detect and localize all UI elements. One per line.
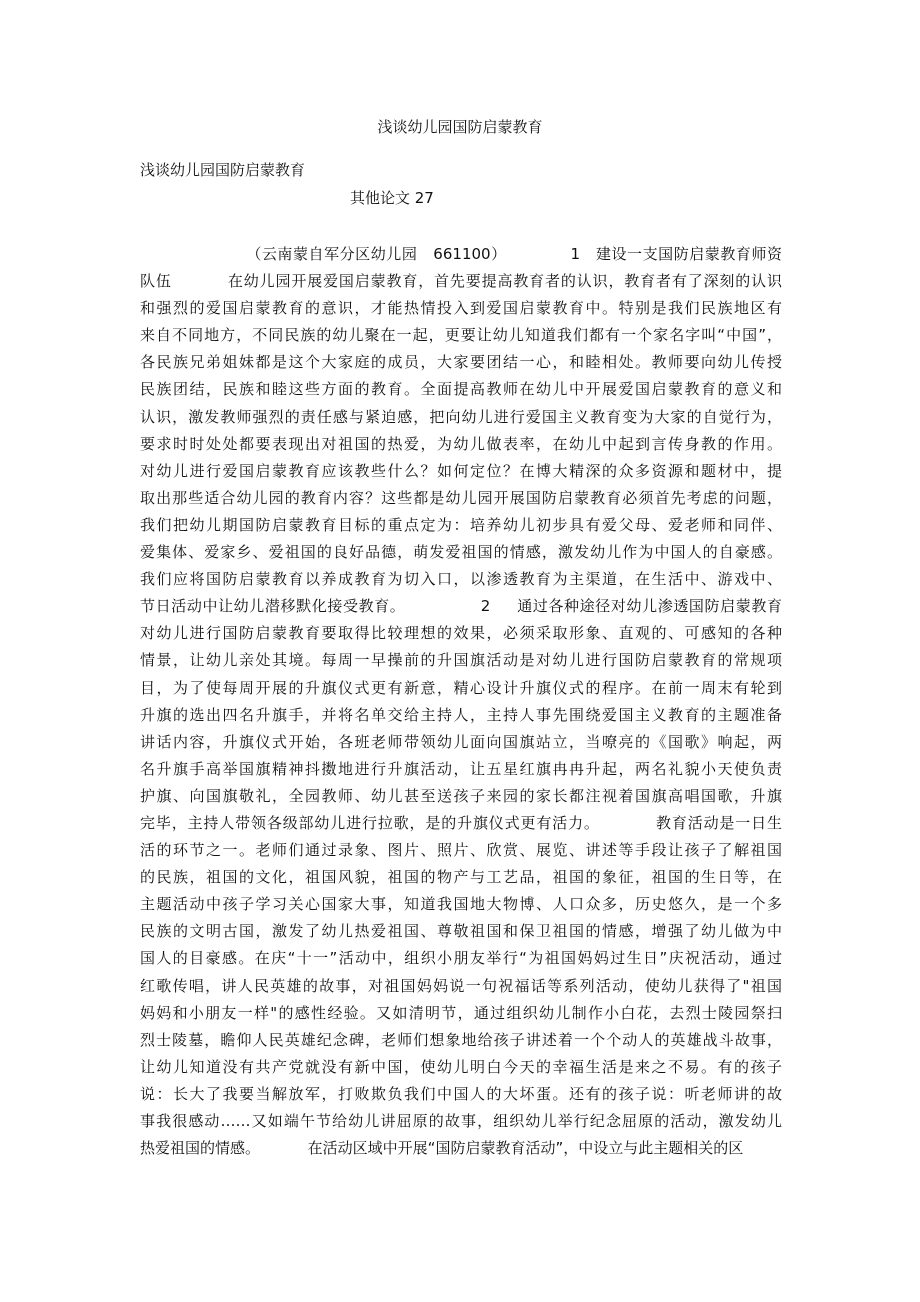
body-line: 要求时时处处都要表现出对祖国的热爱，为幼儿做表率，在幼儿中起到言传身教的作用。 bbox=[140, 434, 782, 453]
body-line: 讲话内容，升旗仪式开始，各班老师带领幼儿面向国旗站立，当嘹亮的《国歌》响起，两 bbox=[140, 732, 782, 751]
body-line: 护旗、向国旗敬礼，全园教师、幼儿甚至送孩子来园的家长都注视着国旗高唱国歌，升旗 bbox=[140, 786, 782, 805]
body-line: 取出那些适合幼儿园的教育内容？这些都是幼儿园开展国防启蒙教育必须首先考虑的问题， bbox=[140, 488, 782, 507]
body-line: 来自不同地方，不同民族的幼儿聚在一起，更要让幼儿知道我们都有一个家名字叫“中国”， bbox=[140, 326, 782, 345]
body-line: 名升旗手高举国旗精神抖擞地进行升旗活动，让五星红旗冉冉升起，两名礼貌小天使负责 bbox=[140, 759, 782, 778]
document-subtitle: 浅谈幼儿园国防启蒙教育 bbox=[140, 161, 306, 179]
body-line: 认识，激发教师强烈的责任感与紧迫感，把向幼儿进行爱国主义教育变为大家的自觉行为， bbox=[140, 407, 782, 426]
body-line: 队伍 在幼儿园开展爱国启蒙教育，首先要提高教育者的认识，教育者有了深刻的认识 bbox=[140, 272, 782, 291]
body-line: 各民族兄弟姐妹都是这个大家庭的成员，大家要团结一心，和睦相处。教师要向幼儿传授 bbox=[140, 353, 782, 372]
body-line: 妈妈和小朋友一样"的感性经验。又如清明节，通过组织幼儿制作小白花，去烈士陵园祭扫 bbox=[140, 1003, 782, 1022]
document-category: 其他论文 27 bbox=[350, 189, 434, 207]
body-line: 事我很感动……又如端午节给幼儿讲屈原的故事，组织幼儿举行纪念屈原的活动，激发幼儿 bbox=[140, 1112, 782, 1130]
body-line: 完毕，主持人带领各级部幼儿进行拉歌，是的升旗仪式更有活力。 教育活动是一日生 bbox=[140, 813, 782, 832]
body-line: 说：长大了我要当解放军，打败欺负我们中国人的大坏蛋。还有的孩子说：听老师讲的故 bbox=[140, 1084, 782, 1103]
body-line: 对幼儿进行爱国启蒙教育应该教些什么？如何定位？在博大精深的众多资源和题材中，提 bbox=[140, 461, 782, 480]
body-line: 目，为了使每周开展的升旗仪式更有新意，精心设计升旗仪式的程序。在前一周末有轮到 bbox=[140, 678, 782, 697]
document-body bbox=[140, 241, 782, 1162]
body-line: 烈士陵墓，瞻仰人民英雄纪念碑，老师们想象地给孩子讲述着一个个动人的英雄战斗故事， bbox=[140, 1030, 782, 1049]
body-line: 升旗的选出四名升旗手，并将名单交给主持人，主持人事先围绕爱国主义教育的主题准备 bbox=[140, 705, 782, 724]
body-line: 主题活动中孩子学习关心国家大事，知道我国地大物博、人口众多，历史悠久，是一个多 bbox=[140, 895, 782, 914]
body-line: 我们应将国防启蒙教育以养成教育为切入口，以渗透教育为主渠道，在生活中、游戏中、 bbox=[140, 570, 782, 589]
body-line: 活的环节之一。老师们通过录象、图片、照片、欣赏、展览、讲述等手段让孩子了解祖国 bbox=[140, 841, 782, 860]
body-line: 和强烈的爱国启蒙教育的意识，才能热情投入到爱国启蒙教育中。特别是我们民族地区有 bbox=[140, 299, 782, 318]
body-line: 情景，让幼儿亲处其境。每周一早操前的升国旗活动是对幼儿进行国防启蒙教育的常规项 bbox=[140, 651, 782, 670]
body-line: 我们把幼儿期国防启蒙教育目标的重点定为：培养幼儿初步具有爱父母、爱老师和同伴、 bbox=[140, 515, 782, 534]
body-line: 让幼儿知道没有共产党就没有新中国，使幼儿明白今天的幸福生活是来之不易。有的孩子 bbox=[140, 1057, 782, 1076]
body-line: 民族的文明古国，激发了幼儿热爱祖国、尊敬祖国和保卫祖国的情感，增强了幼儿做为中 bbox=[140, 922, 782, 941]
body-line: 民族团结，民族和睦这些方面的教育。全面提高教师在幼儿中开展爱国启蒙教育的意义和 bbox=[140, 380, 782, 399]
body-line: （云南蒙自军分区幼儿园 661100） 1 建设一支国防启蒙教育师资 bbox=[140, 245, 782, 263]
body-line: 红歌传唱，讲人民英雄的故事，对祖国妈妈说一句祝福话等系列活动，使幼儿获得了"祖国 bbox=[140, 976, 782, 995]
body-line: 节日活动中让幼儿潜移默化接受教育。 2 通过各种途径对幼儿渗透国防启蒙教育 bbox=[140, 597, 782, 616]
body-line: 国人的目豪感。在庆“十一”活动中，组织小朋友举行“为祖国妈妈过生日”庆祝活动，通过 bbox=[140, 949, 782, 968]
document-title: 浅谈幼儿园国防启蒙教育 bbox=[377, 118, 543, 136]
body-line: 热爱祖国的情感。 在活动区域中开展“国防启蒙教育活动”，中设立与此主题相关的区 bbox=[140, 1139, 744, 1158]
body-line: 的民族，祖国的文化，祖国风貌，祖国的物产与工艺品，祖国的象征，祖国的生日等，在 bbox=[140, 868, 782, 887]
body-line: 爱集体、爱家乡、爱祖国的良好品德，萌发爱祖国的情感，激发幼儿作为中国人的自豪感。 bbox=[140, 543, 782, 562]
body-line: 对幼儿进行国防启蒙教育要取得比较理想的效果，必须采取形象、直观的、可感知的各种 bbox=[140, 624, 782, 643]
